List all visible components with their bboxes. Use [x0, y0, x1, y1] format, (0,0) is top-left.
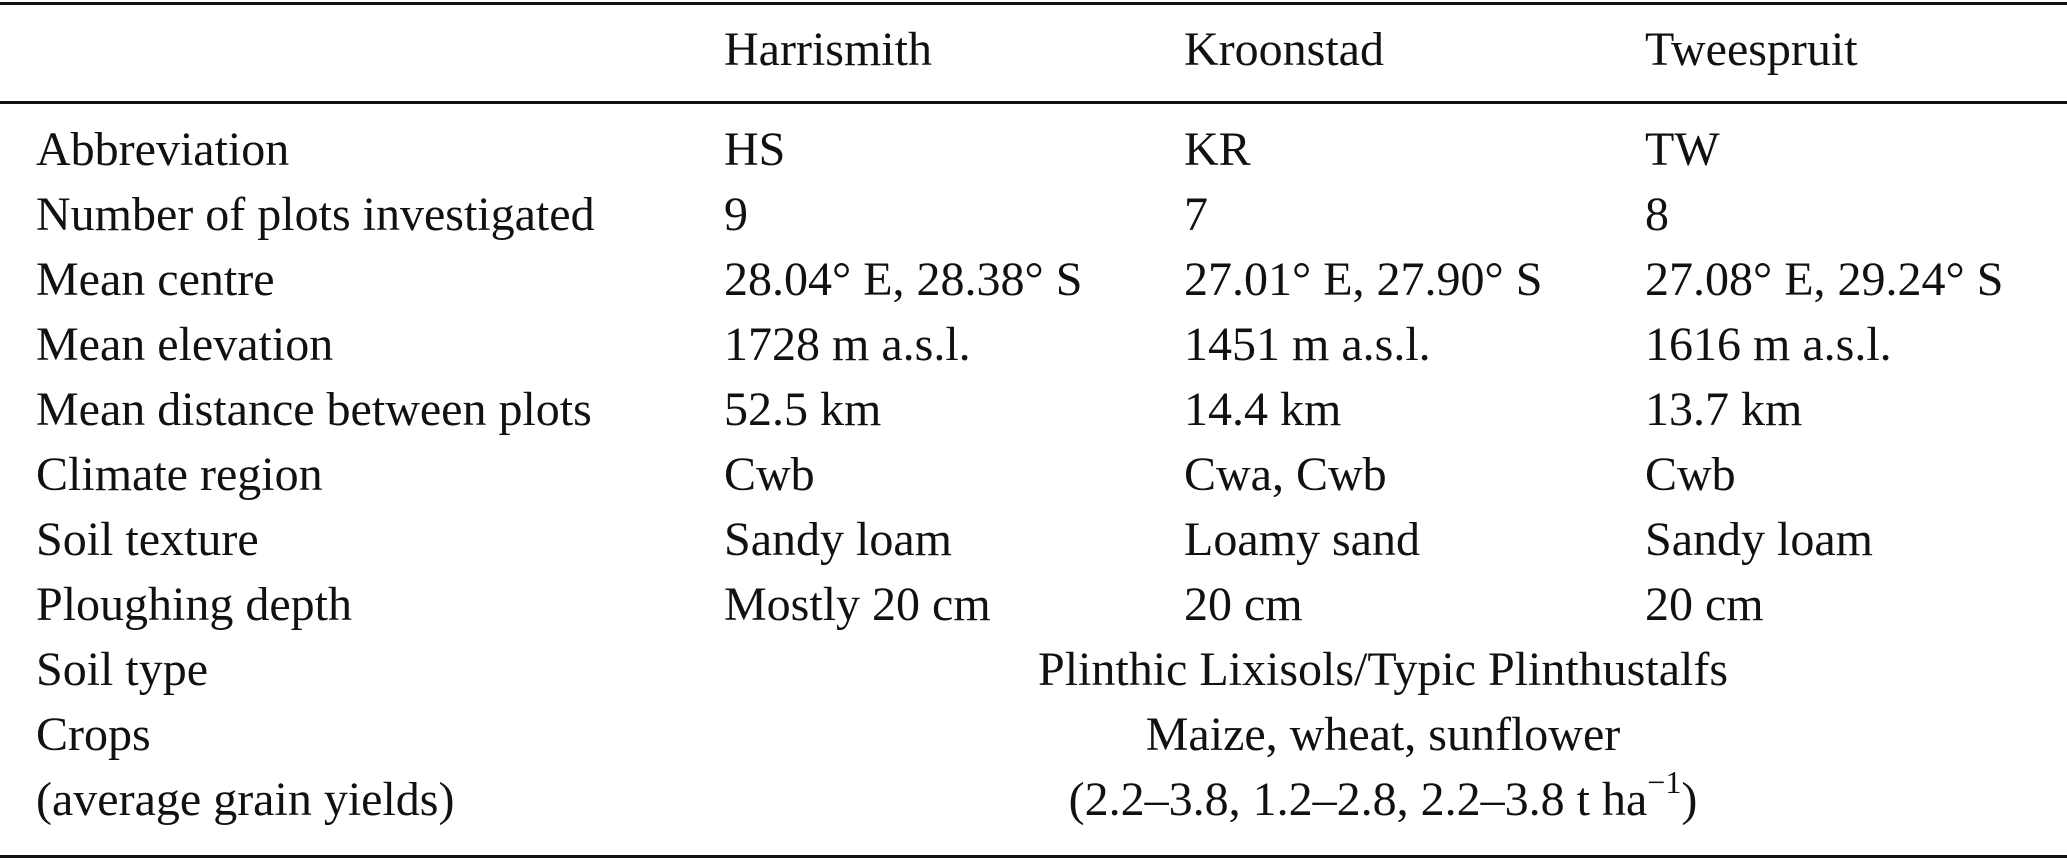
cell-crops: Maize, wheat, sunflower: [1145, 708, 1621, 761]
cell-elevation-tweespruit: 1616 m a.s.l.: [1645, 318, 1892, 371]
cell-ploughing-harrismith: Mostly 20 cm: [724, 578, 991, 631]
row-label-number-of-plots: Number of plots investigated: [36, 188, 595, 241]
row-label-mean-distance: Mean distance between plots: [36, 383, 592, 436]
cell-centre-tweespruit: 27.08° E, 29.24° S: [1645, 253, 2004, 306]
cell-elevation-kroonstad: 1451 m a.s.l.: [1184, 318, 1431, 371]
column-header-tweespruit: Tweespruit: [1645, 23, 1858, 76]
cell-distance-tweespruit: 13.7 km: [1645, 383, 1803, 436]
row-label-soil-texture: Soil texture: [36, 513, 259, 566]
top-rule: [0, 2, 2067, 5]
cell-texture-kroonstad: Loamy sand: [1184, 513, 1420, 566]
cell-distance-harrismith: 52.5 km: [724, 383, 882, 436]
row-label-ploughing-depth: Ploughing depth: [36, 578, 353, 631]
grain-yields-close-paren: ): [1681, 773, 1698, 826]
cell-climate-tweespruit: Cwb: [1645, 448, 1736, 501]
header-rule: [0, 101, 2067, 104]
cell-distance-kroonstad: 14.4 km: [1184, 383, 1342, 436]
row-label-mean-elevation: Mean elevation: [36, 318, 334, 371]
cell-elevation-harrismith: 1728 m a.s.l.: [724, 318, 971, 371]
row-label-abbreviation: Abbreviation: [36, 123, 290, 176]
column-header-harrismith: Harrismith: [724, 23, 932, 76]
cell-climate-harrismith: Cwb: [724, 448, 815, 501]
grain-yields-exponent: −1: [1647, 764, 1682, 800]
cell-grain-yields: [724, 764, 2042, 832]
cell-centre-harrismith: 28.04° E, 28.38° S: [724, 253, 1083, 306]
cell-abbreviation-harrismith: HS: [724, 123, 786, 176]
cell-plots-tweespruit: 8: [1645, 188, 1669, 241]
cell-ploughing-tweespruit: 20 cm: [1645, 578, 1764, 631]
row-label-climate-region: Climate region: [36, 448, 323, 501]
cell-plots-harrismith: 9: [724, 188, 748, 241]
bottom-rule: [0, 855, 2067, 858]
cell-climate-kroonstad: Cwa, Cwb: [1184, 448, 1387, 501]
grain-yields-text: (2.2–3.8, 1.2–2.8, 2.2–3.8 t ha: [1068, 773, 1648, 826]
cell-abbreviation-kroonstad: KR: [1184, 123, 1251, 176]
row-label-soil-type: Soil type: [36, 643, 209, 696]
cell-centre-kroonstad: 27.01° E, 27.90° S: [1184, 253, 1543, 306]
cell-abbreviation-tweespruit: TW: [1645, 123, 1720, 176]
cell-ploughing-kroonstad: 20 cm: [1184, 578, 1303, 631]
cell-texture-tweespruit: Sandy loam: [1645, 513, 1873, 566]
row-label-average-grain-yields: (average grain yields): [36, 773, 455, 826]
row-label-mean-centre: Mean centre: [36, 253, 275, 306]
row-label-crops: Crops: [36, 708, 151, 761]
cell-texture-harrismith: Sandy loam: [724, 513, 952, 566]
cell-plots-kroonstad: 7: [1184, 188, 1208, 241]
cell-soil-type: Plinthic Lixisols/Typic Plinthustalfs: [1038, 643, 1728, 696]
column-header-kroonstad: Kroonstad: [1184, 23, 1384, 76]
